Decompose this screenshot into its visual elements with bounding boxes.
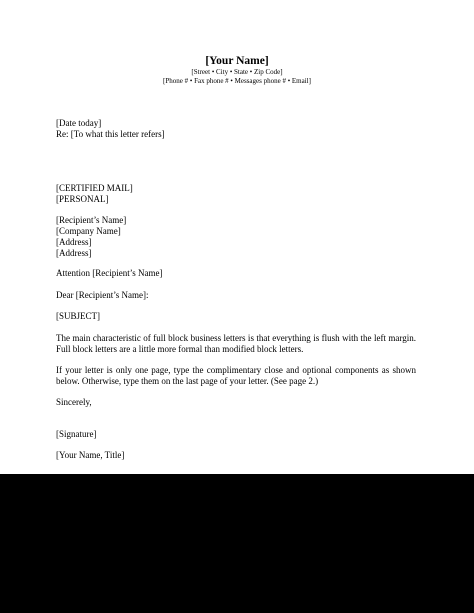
letterhead xyxy=(0,55,474,86)
sender-address: [Street • City • State • Zip Code] xyxy=(191,68,283,76)
personal-line: [PERSONAL] xyxy=(56,194,109,204)
attention-line: Attention [Recipient’s Name] xyxy=(56,268,163,278)
name-title-line: [Your Name, Title] xyxy=(56,450,125,460)
sender-contacts: [Phone # • Fax phone # • Messages phone # • Email] xyxy=(163,77,311,85)
sender-name: [Your Name] xyxy=(205,55,269,67)
address-line-2: [Address] xyxy=(56,248,92,258)
body-paragraph-1: The main characteristic of full block business letters is that everything is flush with the left margin. Full block letters are a little more formal than modified block letters. xyxy=(56,333,416,354)
reference-line: Re: [To what this letter refers] xyxy=(56,129,165,139)
subject-line: [SUBJECT] xyxy=(56,311,101,321)
salutation-line: Dear [Recipient’s Name]: xyxy=(56,290,149,300)
signature-line: [Signature] xyxy=(56,429,97,439)
body-paragraph-2: If your letter is only one page, type the complimentary close and optional components as shown below. Otherwise, type them on the last page of your letter. (See page 2.) xyxy=(56,365,416,386)
certified-mail-line: [CERTIFIED MAIL] xyxy=(56,183,133,193)
address-line-1: [Address] xyxy=(56,237,92,247)
closing-line: Sincerely, xyxy=(56,397,92,407)
recipient-name-line: [Recipient’s Name] xyxy=(56,215,127,225)
blank-viewer-area xyxy=(0,474,474,613)
date-line: [Date today] xyxy=(56,118,102,128)
company-name-line: [Company Name] xyxy=(56,226,121,236)
